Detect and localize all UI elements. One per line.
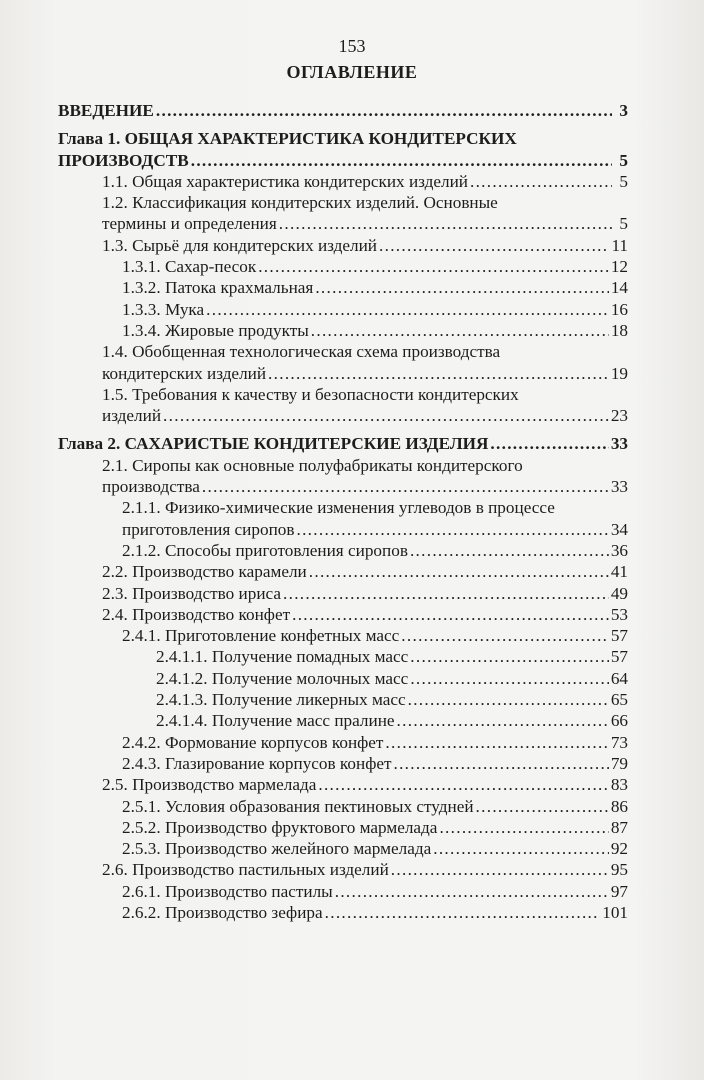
toc-entry: 2.5.2. Производство фруктового мармелада . . . 87 — [58, 817, 628, 838]
toc-entry: 1.1. Общая характеристика кондитерских изделий . . . 5 — [58, 171, 628, 192]
toc-entry-line: 2.1. Сиропы как основные полуфабрикаты кондитерского — [102, 455, 523, 475]
toc-entry: 2.2. Производство карамели . . . 41 — [58, 561, 628, 582]
toc-entry: 2.4. Производство конфет . . . 53 — [58, 604, 628, 625]
toc-entry-line: 1.4. Обобщенная технологическая схема производства — [102, 342, 501, 362]
toc-entry-line: 1.5. Требования к качеству и безопасности кондитерских — [102, 384, 519, 404]
toc-entry: 2.4.1.1. Получение помадных масс . . . 57 — [58, 646, 628, 667]
toc-entry: 1.3.4. Жировые продукты . . . 18 — [58, 320, 628, 341]
toc-entry: 2.4.1.3. Получение ликерных масс . . . 65 — [58, 689, 628, 710]
page-number: 153 — [338, 36, 366, 56]
toc-entry: 2.4.1. Приготовление конфетных масс . . . 57 — [58, 625, 628, 646]
toc-entry: 1.3.1. Сахар-песок . . . 12 — [58, 256, 628, 277]
toc-chapter-2: Глава 2. САХАРИСТЫЕ КОНДИТЕРСКИЕ ИЗДЕЛИЯ . . . 33 — [58, 433, 628, 454]
toc-entry: производства . . . 33 — [58, 476, 628, 497]
toc-entry-line: 2.1.1. Физико-химические изменения углеводов в процессе — [122, 498, 555, 518]
toc-entry: 2.5.1. Условия образования пектиновых студней . . . 86 — [58, 796, 628, 817]
toc-entry: 1.3.3. Мука . . . 16 — [58, 299, 628, 320]
toc-entry: 2.3. Производство ириса . . . 49 — [58, 583, 628, 604]
table-of-contents — [58, 100, 628, 923]
toc-entry: 2.4.3. Глазирование корпусов конфет . . . 79 — [58, 753, 628, 774]
toc-entry: приготовления сиропов . . . 34 — [58, 519, 628, 540]
toc-entry: изделий . . . 23 — [58, 405, 628, 426]
toc-entry-introduction: ВВЕДЕНИЕ . . . 3 — [58, 100, 628, 121]
toc-entry: 2.5.3. Производство желейного мармелада . . . 92 — [58, 838, 628, 859]
toc-title: ОГЛАВЛЕНИЕ — [286, 62, 418, 82]
toc-entry: 2.6.1. Производство пастилы . . . 97 — [58, 881, 628, 902]
toc-entry: термины и определения . . . 5 — [58, 213, 628, 234]
toc-entry: 2.1.2. Способы приготовления сиропов . . . 36 — [58, 540, 628, 561]
toc-entry-line: 1.2. Классификация кондитерских изделий. Основные — [102, 193, 498, 213]
toc-entry: 1.3. Сырьё для кондитерских изделий . . . 11 — [58, 235, 628, 256]
toc-chapter-1-heading: Глава 1. ОБЩАЯ ХАРАКТЕРИСТИКА КОНДИТЕРСКИХ — [58, 129, 517, 149]
toc-entry: кондитерских изделий . . . 19 — [58, 363, 628, 384]
toc-chapter-1: ПРОИЗВОДСТВ . . . 5 — [58, 150, 628, 171]
toc-entry: 2.4.1.2. Получение молочных масс . . . 64 — [58, 668, 628, 689]
toc-entry: 2.4.2. Формование корпусов конфет . . . 73 — [58, 732, 628, 753]
toc-entry: 2.6.2. Производство зефира . . . 101 — [58, 902, 628, 923]
toc-entry: 2.5. Производство мармелада . . . 83 — [58, 774, 628, 795]
toc-entry: 1.3.2. Патока крахмальная . . . 14 — [58, 277, 628, 298]
toc-entry: 2.4.1.4. Получение масс пралине . . . 66 — [58, 710, 628, 731]
toc-entry: 2.6. Производство пастильных изделий . . . 95 — [58, 859, 628, 880]
